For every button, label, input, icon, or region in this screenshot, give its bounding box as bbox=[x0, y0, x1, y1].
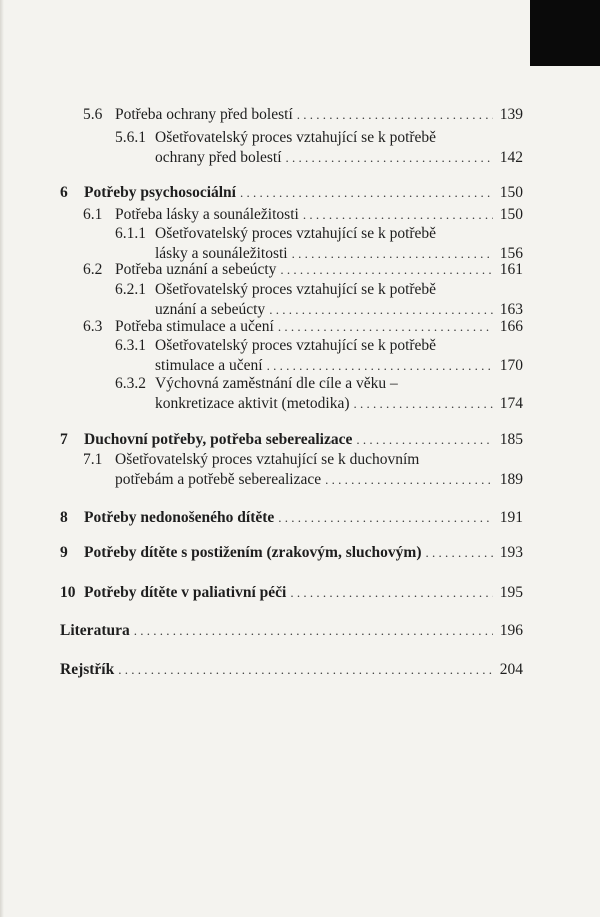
toc-title: Potřeba ochrany před bolestí bbox=[115, 106, 293, 123]
toc-entry-6-3[interactable] bbox=[83, 317, 523, 337]
dot-leader bbox=[118, 660, 493, 680]
dot-leader bbox=[278, 317, 493, 337]
toc-page: 150 bbox=[499, 206, 523, 223]
toc-title: Potřeba lásky a sounáležitosti bbox=[115, 206, 299, 223]
toc-page: 170 bbox=[499, 357, 523, 374]
toc-title: Potřeby nedonošeného dítěte bbox=[84, 509, 275, 526]
dot-leader bbox=[290, 583, 493, 603]
toc-chapter-7[interactable] bbox=[60, 430, 523, 450]
toc-title: lásky a sounáležitosti bbox=[155, 245, 288, 262]
toc-entry-6-2-1[interactable] bbox=[115, 280, 523, 320]
toc-entry-6-1[interactable] bbox=[83, 205, 523, 225]
dot-leader bbox=[325, 470, 493, 490]
toc-title-line1: Ošetřovatelský proces vztahující se k potřebě bbox=[155, 281, 437, 298]
toc-page: 174 bbox=[499, 395, 523, 412]
toc-title-line1: Ošetřovatelský proces vztahující se k potřebě bbox=[155, 129, 437, 146]
toc-page: 150 bbox=[499, 184, 523, 201]
toc-chapter-10[interactable] bbox=[60, 583, 523, 603]
toc-title: konkretizace aktivit (metodika) bbox=[155, 395, 350, 412]
toc-title: Potřeba uznání a sebeúcty bbox=[115, 261, 277, 278]
toc-number: 10 bbox=[60, 584, 76, 601]
toc-page: 142 bbox=[499, 149, 523, 166]
toc-number: 6.3 bbox=[83, 318, 103, 335]
dot-leader bbox=[426, 543, 493, 563]
toc-number: 7 bbox=[60, 431, 68, 448]
toc-page: 195 bbox=[499, 584, 523, 601]
dot-leader bbox=[356, 430, 493, 450]
toc-page: 163 bbox=[499, 301, 523, 318]
toc-number: 6 bbox=[60, 184, 68, 201]
toc-number: 6.3.1 bbox=[115, 337, 146, 354]
toc-entry-6-3-2[interactable] bbox=[115, 374, 523, 414]
toc-title-line1: Výchovná zaměstnání dle cíle a věku – bbox=[155, 375, 398, 392]
corner-thumb-tab bbox=[530, 0, 600, 66]
toc-page: 191 bbox=[499, 509, 523, 526]
toc-entry-7-1[interactable] bbox=[83, 450, 523, 490]
toc-title: Duchovní potřeby, potřeba seberealizace bbox=[84, 431, 353, 448]
toc-title: Potřeby dítěte v paliativní péči bbox=[84, 584, 287, 601]
dot-leader bbox=[286, 148, 493, 168]
toc-title: Rejstřík bbox=[60, 661, 115, 678]
toc-number: 5.6.1 bbox=[115, 129, 146, 146]
toc-page: 204 bbox=[499, 661, 523, 678]
toc-page: 139 bbox=[499, 106, 523, 123]
toc-title: Potřeby dítěte s postižením (zrakovým, sluchovým) bbox=[84, 544, 422, 561]
dot-leader bbox=[267, 356, 493, 376]
toc-title-line1: Ošetřovatelský proces vztahující se k potřebě bbox=[155, 337, 437, 354]
toc-page: 193 bbox=[499, 544, 523, 561]
toc-number: 5.6 bbox=[83, 106, 103, 123]
toc-number: 8 bbox=[60, 509, 68, 526]
toc-chapter-6[interactable] bbox=[60, 183, 523, 203]
toc-title: potřebám a potřebě seberealizace bbox=[115, 471, 322, 488]
toc-literatura[interactable] bbox=[60, 621, 523, 641]
toc-chapter-9[interactable] bbox=[60, 543, 523, 563]
dot-leader bbox=[240, 183, 493, 203]
dot-leader bbox=[354, 394, 493, 414]
dot-leader bbox=[134, 621, 493, 641]
toc-number: 6.1 bbox=[83, 206, 103, 223]
toc-rejstrik[interactable] bbox=[60, 660, 523, 680]
toc-title: Potřeby psychosociální bbox=[84, 184, 236, 201]
toc-page: 161 bbox=[499, 261, 523, 278]
toc-entry-6-3-1[interactable] bbox=[115, 336, 523, 376]
dot-leader bbox=[297, 105, 493, 125]
toc-title-line1: Ošetřovatelský proces vztahující se k potřebě bbox=[155, 225, 437, 242]
toc-chapter-8[interactable] bbox=[60, 508, 523, 528]
toc-title: Literatura bbox=[60, 622, 130, 639]
toc-title: Potřeba stimulace a učení bbox=[115, 318, 274, 335]
dot-leader bbox=[278, 508, 493, 528]
toc-page: 189 bbox=[499, 471, 523, 488]
dot-leader bbox=[303, 205, 493, 225]
toc-entry-6-1-1[interactable] bbox=[115, 224, 523, 264]
toc-number: 7.1 bbox=[83, 451, 103, 468]
toc-entry-6-2[interactable] bbox=[83, 260, 523, 280]
toc-page: 156 bbox=[499, 245, 523, 262]
toc-title: stimulace a učení bbox=[155, 357, 263, 374]
toc-number: 6.3.2 bbox=[115, 375, 146, 392]
toc-entry-5-6[interactable] bbox=[83, 105, 523, 125]
toc-number: 6.2.1 bbox=[115, 281, 146, 298]
toc-page: 166 bbox=[499, 318, 523, 335]
dot-leader bbox=[280, 260, 493, 280]
toc-title: ochrany před bolestí bbox=[155, 149, 282, 166]
toc-number: 6.1.1 bbox=[115, 225, 146, 242]
toc-number: 9 bbox=[60, 544, 68, 561]
toc-title: uznání a sebeúcty bbox=[155, 301, 266, 318]
toc-number: 6.2 bbox=[83, 261, 103, 278]
page-edge bbox=[0, 0, 4, 917]
toc-page: 196 bbox=[499, 622, 523, 639]
toc-page: 185 bbox=[499, 431, 523, 448]
toc-title-line1: Ošetřovatelský proces vztahující se k duchovním bbox=[115, 451, 420, 468]
toc-entry-5-6-1[interactable] bbox=[115, 128, 523, 168]
